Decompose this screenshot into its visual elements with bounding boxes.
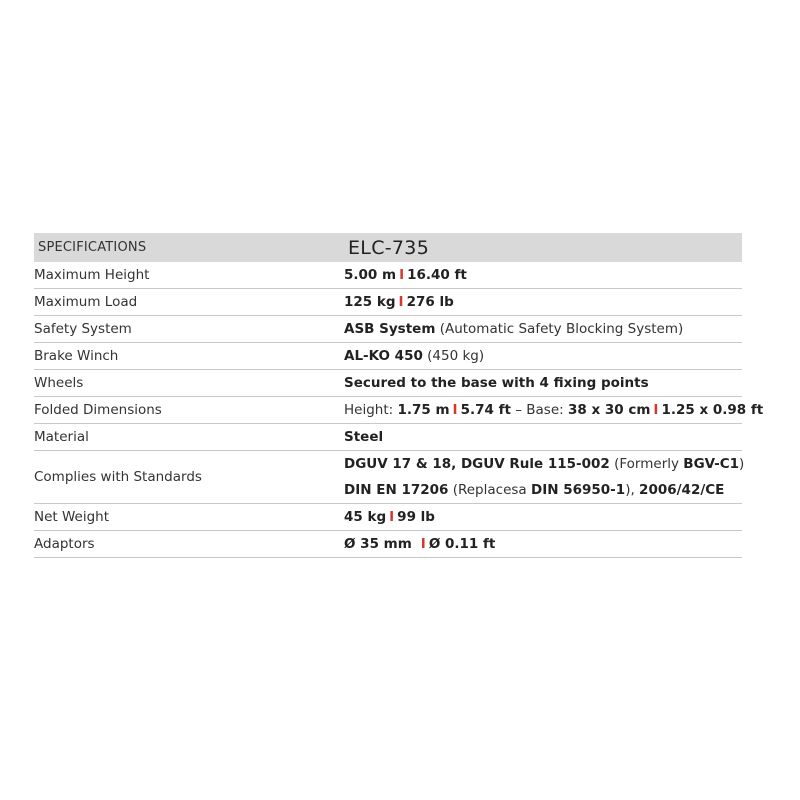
metric-value: 125 kg <box>344 294 396 310</box>
imperial-value: 99 lb <box>397 509 435 525</box>
row-label: Folded Dimensions <box>34 402 162 418</box>
metric-value: 38 x 30 cm <box>567 402 651 418</box>
imperial-value: 1.25 x 0.98 ft <box>661 402 764 418</box>
table-row <box>34 451 745 504</box>
standards-line-1 <box>344 451 744 477</box>
row-label: Brake Winch <box>34 348 119 364</box>
row-label: Maximum Load <box>34 294 138 310</box>
table-row <box>34 262 742 289</box>
imperial-value: 5.74 ft <box>460 402 511 418</box>
row-label: Net Weight <box>34 509 110 525</box>
table-row <box>34 397 764 424</box>
separator: I <box>389 509 395 525</box>
imperial-value: 276 lb <box>406 294 454 310</box>
row-label: Complies with Standards <box>34 469 202 485</box>
row-value: Secured to the base with 4 fixing points <box>344 375 649 391</box>
value-bold: DIN 56950-1 <box>530 482 626 498</box>
table-row <box>34 343 742 370</box>
value-note: ), <box>625 482 640 498</box>
value-bold: DGUV 17 & 18, DGUV Rule 115-002 <box>344 456 610 472</box>
row-value <box>344 509 435 525</box>
value-note: (Replacesa <box>448 482 531 498</box>
value-bold: DIN EN 17206 <box>344 482 449 498</box>
imperial-value: 16.40 ft <box>407 267 467 283</box>
metric-value: Ø 35 mm <box>344 536 412 552</box>
metric-value: 45 kg <box>344 509 387 525</box>
value-prefix: – Base: <box>510 402 568 418</box>
value-note: (450 kg) <box>422 348 485 364</box>
separator: I <box>420 536 426 552</box>
value-bold: 2006/42/CE <box>639 482 725 498</box>
separator: I <box>398 294 404 310</box>
row-label: Adaptors <box>34 536 95 552</box>
row-value <box>344 451 744 503</box>
table-header <box>34 233 742 262</box>
row-label: Safety System <box>34 321 132 337</box>
specifications-table <box>34 233 764 558</box>
imperial-value: Ø 0.11 ft <box>428 536 496 552</box>
row-label: Wheels <box>34 375 84 391</box>
value-bold: BGV-C1 <box>683 456 740 472</box>
row-value <box>344 321 683 337</box>
value-bold: ASB System <box>344 321 436 337</box>
row-value <box>344 267 467 283</box>
model-name: ELC-735 <box>348 236 430 259</box>
table-row <box>34 424 742 451</box>
row-value <box>344 402 763 418</box>
row-value <box>344 294 454 310</box>
value-prefix: Height: <box>344 402 398 418</box>
row-label: Maximum Height <box>34 267 150 283</box>
row-label: Material <box>34 429 89 445</box>
table-row <box>34 531 742 558</box>
row-value: Steel <box>344 429 384 445</box>
separator: I <box>399 267 405 283</box>
table-row <box>34 316 742 343</box>
value-note: ) <box>739 456 745 472</box>
specifications-heading: SPECIFICATIONS <box>38 240 147 255</box>
value-note: (Automatic Safety Blocking System) <box>435 321 684 337</box>
value-note: (Formerly <box>609 456 684 472</box>
table-row <box>34 504 742 531</box>
row-value <box>344 536 495 552</box>
metric-value: 5.00 m <box>344 267 397 283</box>
value-bold: AL-KO 450 <box>344 348 423 364</box>
table-row <box>34 289 742 316</box>
metric-value: 1.75 m <box>397 402 450 418</box>
separator: I <box>452 402 458 418</box>
standards-line-2 <box>344 477 744 503</box>
separator: I <box>653 402 659 418</box>
table-row <box>34 370 742 397</box>
row-value <box>344 348 484 364</box>
